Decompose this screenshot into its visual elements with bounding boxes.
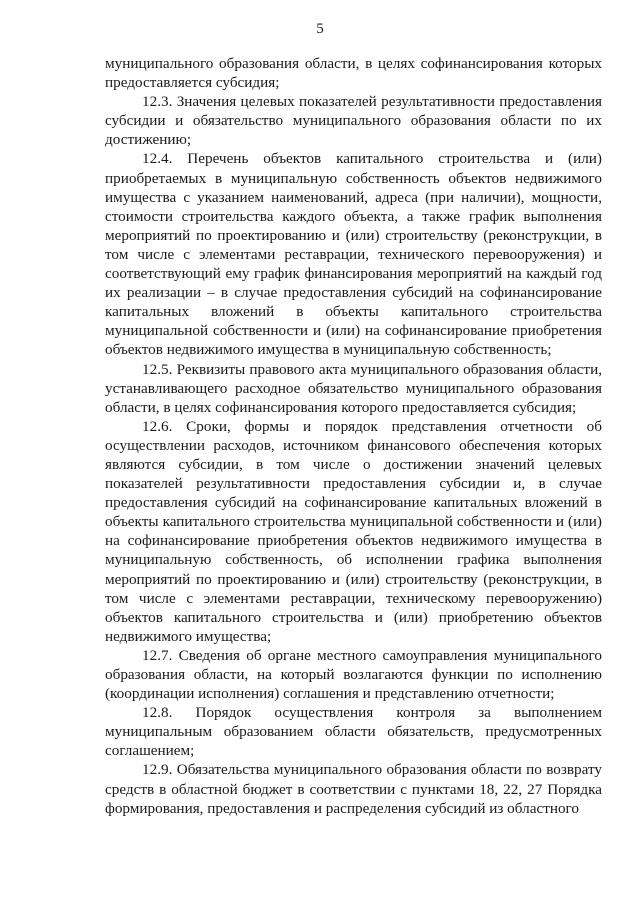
paragraph-12-8: 12.8. Порядок осуществления контроля за выполнением муниципальным образованием области обязательств, предусмотренных соглашением; (105, 704, 602, 760)
paragraph-12-3: 12.3. Значения целевых показателей результативности предоставления субсидии и обязательство муниципального образования области по их достижению; (105, 93, 602, 149)
paragraph-12-9: 12.9. Обязательства муниципального образования области по возврату средств в областной бюджет в соответствии с пунктами 18, 22, 27 Порядка формирования, предоставления и распределения субсидий из областного (105, 761, 602, 817)
paragraph-12-7: 12.7. Сведения об органе местного самоуправления муниципального образования области, на который возлагаются функции по исполнению (координации исполнения) соглашения и представлению отчетности; (105, 646, 602, 703)
paragraph-continuation: муниципального образования области, в целях софинансирования которых предоставляется субсидия; (105, 55, 602, 92)
paragraph-12-6: 12.6. Сроки, формы и порядок представления отчетности об осуществлении расходов, источником финансового обеспечения которых являются субсидии, в том числе о достижении значений целевых показателей результативности предоставления субсидии и, в случае предоставления субсидий на софинансирование капитальных вложений в объекты капитального строительства муниципальной собственности и (или) на софинансирование приобретения объектов недвижимого имущества в муниципальную собственность, об исполнении графика выполнения мероприятий по проектированию и (или) строительству (реконструкции, в том числе с элементами реставрации, техническому перевооружению) объектов капитального строительства и (или) приобретению объектов недвижимого имущества; (105, 417, 602, 645)
document-body (105, 54, 602, 818)
page-number: 5 (316, 21, 324, 37)
paragraph-12-4: 12.4. Перечень объектов капитального строительства и (или) приобретаемых в муниципальную собственность объектов недвижимого имущества с указанием наименований, адреса (при наличии), мощности, стоимости строительства каждого объекта, а также график выполнения мероприятий по проектированию и (или) строительству (реконструкции, в том числе с элементами реставрации, технического перевооружения) и соответствующий ему график финансирования мероприятий на каждый год их реализации – в случае предоставления субсидий на софинансирование капитальных вложений в объекты капитального строительства муниципальной собственности и (или) на софинансирование приобретения объектов недвижимого имущества в муниципальную собственность; (105, 150, 602, 359)
paragraph-12-5: 12.5. Реквизиты правового акта муниципального образования области, устанавливающего расходное обязательство муниципального образования области, в целях софинансирования которого предоставляется субсидия; (105, 360, 602, 416)
